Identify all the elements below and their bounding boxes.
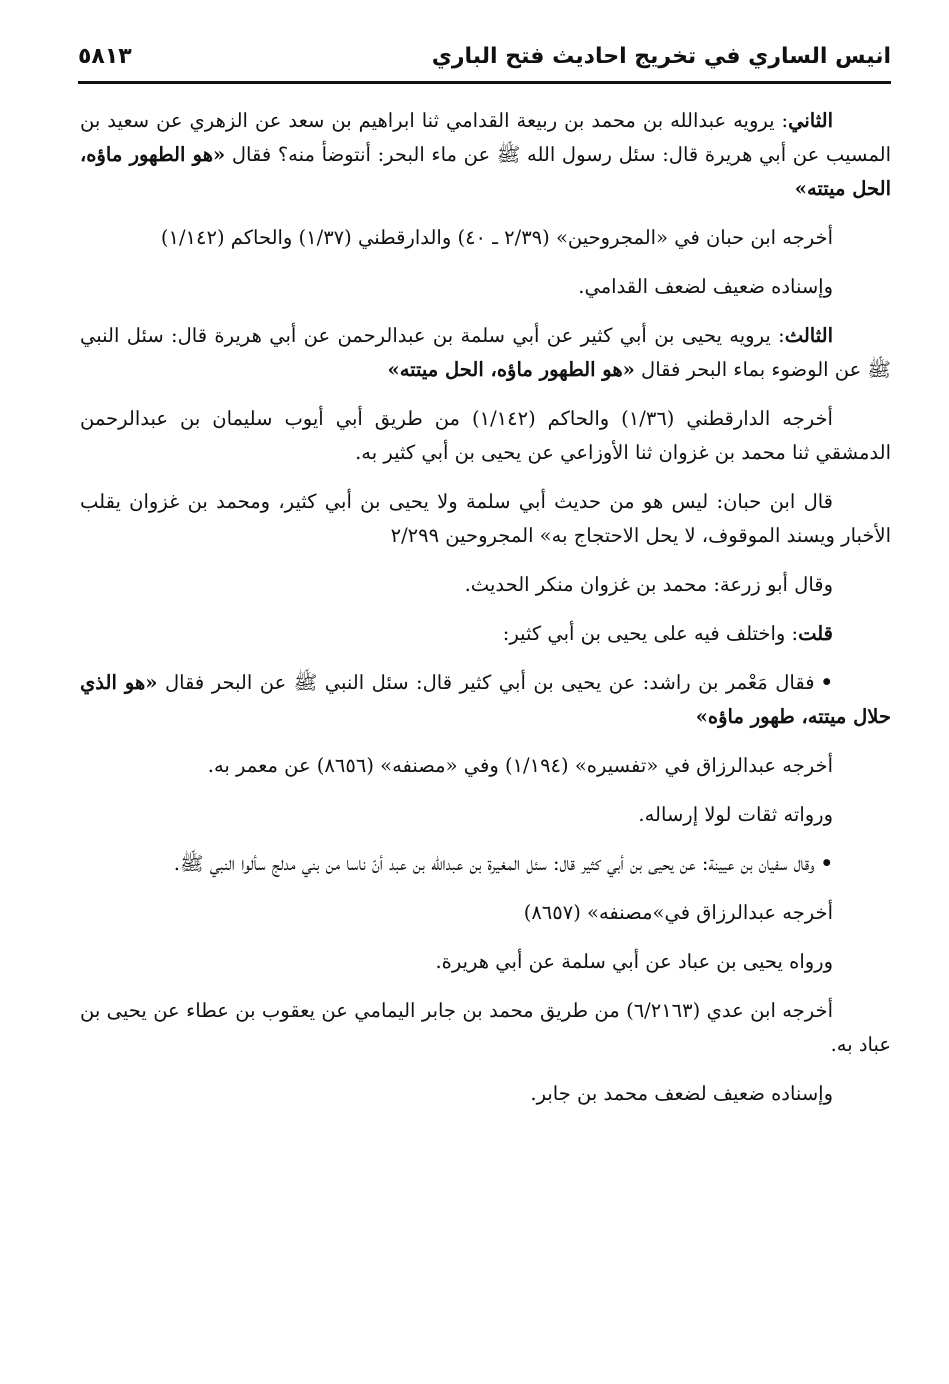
paragraph-yahya-ibn-abbad: ورواه يحيى بن عباد عن أبي سلمة عن أبي هريرة. — [435, 950, 833, 973]
paragraph-text: : واختلف فيه على يحيى بن أبي كثير: — [502, 622, 799, 645]
paragraph-sufyan-route — [80, 847, 891, 881]
book-title: انيس الساري في تخريج احاديث فتح الباري — [431, 44, 891, 69]
paragraph-third-route — [80, 319, 891, 387]
page-body — [80, 104, 891, 1126]
section-label: الثاني — [788, 109, 833, 132]
paragraph-grading: وإسناده ضعيف لضعف القدامي. — [578, 275, 833, 298]
paragraph-text: فقال مَعْمر بن راشد: عن يحيى بن أبي كثير قال: سئل النبي ﷺ عن البحر فقال — [157, 671, 815, 694]
paragraph-abu-zurah: وقال أبو زرعة: محمد بن غزوان منكر الحديث. — [464, 573, 833, 596]
bullet-marker: • — [820, 671, 833, 694]
paragraph-second-route — [80, 104, 891, 206]
paragraph-text: وقال سفيان بن عيينة: عن يحيى بن أبي كثير قال: سئل المغيرة بن عبدالله بن عبد أنّ ناسا من بني مدلج سألوا النبي ﷺ. — [173, 852, 815, 875]
paragraph-text: : يرويه عبدالله بن محمد بن ربيعة القدامي ثنا ابراهيم بن سعد عن الزهري عن سعيد بن المسيب عن أبي هريرة قال: سئل رسول الله ﷺ عن ماء البحر: أنتوضأ منه؟ فقال — [80, 109, 891, 166]
paragraph-takhrij: أخرجه عبدالرزاق في «تفسيره» (١/١٩٤) وفي «مصنفه» (٨٦٥٦) عن معمر به. — [207, 754, 833, 777]
section-label: قلت — [798, 622, 833, 645]
paragraph-author-note — [80, 617, 891, 651]
paragraph-grading: ورواته ثقات لولا إرساله. — [638, 803, 833, 826]
paragraph-ibn-hibban-quote: قال ابن حبان: ليس هو من حديث أبي سلمة ولا يحيى بن أبي كثير، ومحمد بن غزوان يقلب الأخبار ويسند الموقوف، لا يحل الاحتجاج به» المجروحين ٢/٢٩٩ — [80, 490, 891, 547]
paragraph-takhrij: أخرجه ابن عدي (٦/٢١٦٣) من طريق محمد بن جابر اليمامي عن يعقوب بن عطاء عن يحيى بن عباد به. — [80, 999, 891, 1056]
paragraph-grading: وإسناده ضعيف لضعف محمد بن جابر. — [530, 1082, 833, 1105]
hadith-quote: «هو الطهور ماؤه، الحل ميتته» — [80, 143, 891, 200]
section-label: الثالث — [784, 324, 833, 347]
paragraph-mamar-route — [80, 666, 891, 734]
header-rule — [78, 81, 891, 84]
running-header — [78, 38, 891, 84]
hadith-quote: «هو الذي حلال ميتته، طهور ماؤه» — [80, 671, 891, 728]
paragraph-takhrij: أخرجه عبدالرزاق في»مصنفه» (٨٦٥٧) — [523, 901, 833, 924]
hadith-quote: «هو الطهور ماؤه، الحل ميتته» — [387, 358, 635, 381]
bullet-marker: • — [820, 852, 833, 875]
page-number: ٥٨١٣ — [78, 44, 132, 69]
paragraph-takhrij: أخرجه ابن حبان في «المجروحين» (٢/٣٩ ـ ٤٠) والدارقطني (١/٣٧) والحاكم (١/١٤٢) — [160, 226, 833, 249]
paragraph-takhrij: أخرجه الدارقطني (١/٣٦) والحاكم (١/١٤٢) من طريق أبي أيوب سليمان بن عبدالرحمن الدمشقي ثنا محمد بن غزوان ثنا الأوزاعي عن يحيى بن أبي كثير به. — [80, 407, 891, 464]
paragraph-text: : يرويه يحيى بن أبي كثير عن أبي سلمة بن عبدالرحمن عن أبي هريرة قال: سئل النبي ﷺ عن الوضوء بماء البحر فقال — [80, 324, 891, 381]
